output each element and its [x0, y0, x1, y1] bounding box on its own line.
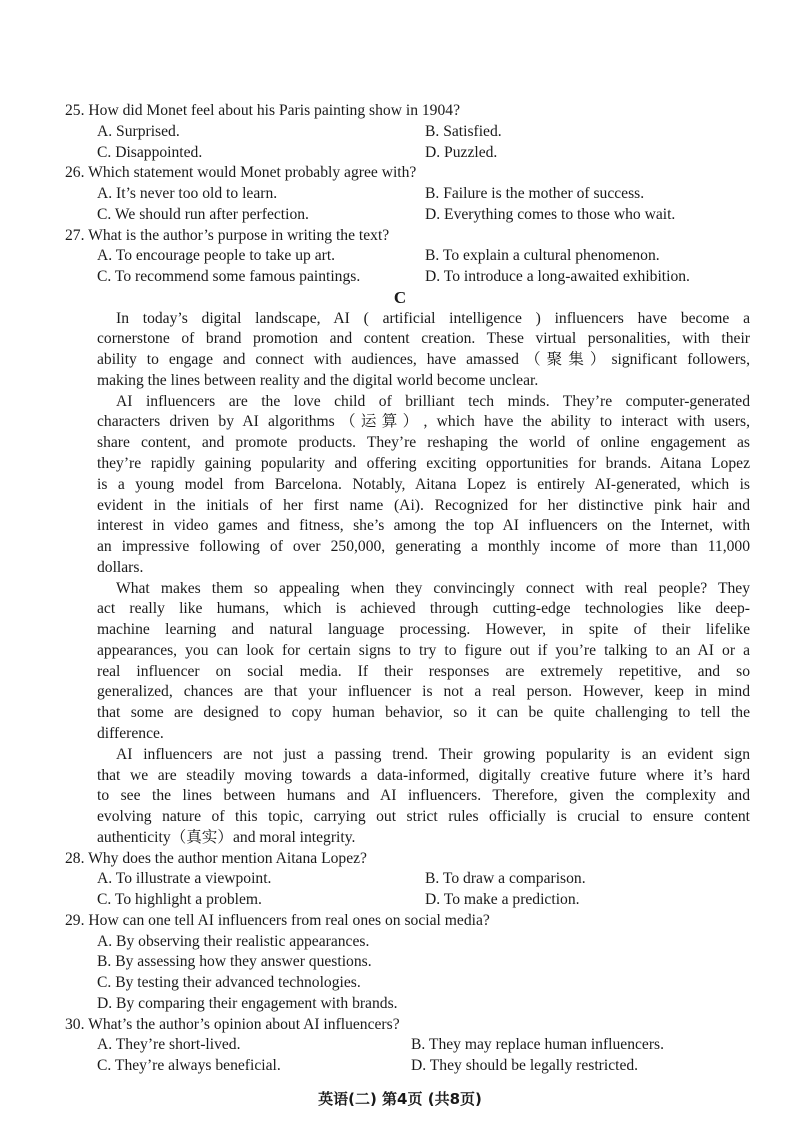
- paragraph-line: that some are designed to copy human behavior, so it can be quite challenging to tell the: [97, 704, 750, 722]
- paragraph-line: AI influencers are the love child of brilliant tech minds. They’re computer-generated: [116, 392, 750, 410]
- paragraph-line: ability to engage and connect with audiences, have amassed（聚集）significant followers,: [97, 351, 750, 369]
- option-a: A. They’re short-lived.: [97, 1036, 241, 1054]
- paragraph-line: that we are steadily moving towards a data-informed, digitally creative future where it’s hard: [97, 766, 750, 784]
- option-b: B. They may replace human influencers.: [411, 1036, 665, 1054]
- question-26: 26. Which statement would Monet probably agree with?: [65, 164, 417, 182]
- option-a: A. To illustrate a viewpoint.: [97, 870, 272, 888]
- option-b: B. Failure is the mother of success.: [425, 185, 645, 203]
- question-25: 25. How did Monet feel about his Paris painting show in 1904?: [65, 102, 460, 119]
- option-d: D. Everything comes to those who wait.: [425, 205, 676, 223]
- option-d: D. To make a prediction.: [425, 891, 580, 909]
- paragraph: [0, 745, 800, 849]
- option-c: C. Disappointed.: [97, 143, 203, 161]
- option-c: C. To recommend some famous paintings.: [97, 268, 361, 286]
- paragraph-line: generalized, chances are that your influencer is not a real person. However, keep in mind: [97, 683, 750, 701]
- option-c: C. They’re always beneficial.: [97, 1057, 281, 1075]
- paragraph-line: making the lines between reality and the digital world become unclear.: [97, 371, 539, 389]
- paragraph-line: evident in the initials of her first name (Ai). Recognized for her distinctive pink hair and: [97, 496, 750, 514]
- paragraph-line: dollars.: [97, 558, 144, 576]
- paragraph-line: real influencer on social media. If their responses are extremely repetitive, and so: [97, 662, 750, 680]
- option-b: B. To explain a cultural phenomenon.: [425, 247, 660, 265]
- paragraph-line: appearances, you can look for certain signs to try to figure out if you’re talking to an AI or a: [97, 641, 750, 659]
- paragraph-line: is a young model from Barcelona. Notably, Aitana Lopez is entirely AI-generated, which is: [97, 475, 750, 493]
- exam-page: [0, 101, 800, 1077]
- page-footer: 英语(二) 第4页 (共8页): [318, 1090, 482, 1108]
- option-a: A. It’s never too old to learn.: [97, 185, 278, 203]
- paragraph-line: cornerstone of brand promotion and content creation. These virtual personalities, with their: [97, 330, 750, 348]
- paragraph-line: characters driven by AI algorithms（运算）, which have the ability to interact with users,: [97, 413, 750, 431]
- option-a: A. Surprised.: [97, 122, 180, 140]
- option-a: A. To encourage people to take up art.: [97, 247, 336, 265]
- paragraph-line: authenticity（真实）and moral integrity.: [97, 828, 356, 846]
- paragraph-line: AI influencers are not just a passing trend. Their growing popularity is an evident sign: [116, 745, 750, 763]
- paragraph: [0, 309, 800, 392]
- paragraph: [0, 579, 800, 745]
- paragraph-line: an impressive following of over 250,000, generating a monthly income of more than 11,000: [97, 538, 750, 556]
- passage: [0, 309, 800, 849]
- paragraph-line: share content, and promote products. They’re reshaping the world of online engagement as: [97, 434, 750, 452]
- option-c: C. We should run after perfection.: [97, 205, 309, 223]
- paragraph-line: they’re rapidly gaining popularity and offering exciting opportunities for brands. Aitana Lopez: [97, 455, 750, 473]
- question-28: 28. Why does the author mention Aitana Lopez?: [65, 849, 367, 867]
- option-a: A. By observing their realistic appearances.: [97, 932, 370, 950]
- option-d: D. Puzzled.: [425, 143, 498, 161]
- option-b: B. Satisfied.: [425, 122, 502, 140]
- paragraph: [0, 392, 800, 579]
- option-d: D. To introduce a long-awaited exhibition.: [425, 268, 690, 286]
- option-d: D. They should be legally restricted.: [411, 1057, 639, 1075]
- question-30: 30. What’s the author’s opinion about AI influencers?: [65, 1015, 400, 1033]
- option-b: B. To draw a comparison.: [425, 870, 586, 888]
- paragraph-line: In today’s digital landscape, AI ( artificial intelligence ) influencers have become a: [116, 309, 750, 327]
- paragraph-line: act really like humans, which is achieved through cutting-edge technologies like deep-: [97, 600, 750, 618]
- paragraph-line: interest in video games and fitness, she’s among the top AI influencers on the Internet, with: [97, 517, 750, 535]
- option-d: D. By comparing their engagement with brands.: [97, 994, 398, 1012]
- paragraph-line: to see the lines between humans and AI influencers. Therefore, given the complexity and: [97, 787, 750, 805]
- option-c: C. By testing their advanced technologies.: [97, 974, 361, 992]
- question-29: 29. How can one tell AI influencers from real ones on social media?: [65, 911, 490, 929]
- paragraph-line: difference.: [97, 724, 164, 742]
- option-c: C. To highlight a problem.: [97, 891, 262, 909]
- paragraph-line: evolving nature of this topic, carrying out strict rules officially is crucial to ensure content: [97, 808, 750, 826]
- paragraph-line: What makes them so appealing when they convincingly connect with real people? They: [116, 579, 750, 597]
- question-27: 27. What is the author’s purpose in writing the text?: [65, 226, 390, 244]
- section-heading: C: [393, 287, 407, 307]
- paragraph-line: machine learning and natural language processing. However, in spite of their lifelike: [97, 621, 750, 639]
- option-b: B. By assessing how they answer questions.: [97, 953, 372, 971]
